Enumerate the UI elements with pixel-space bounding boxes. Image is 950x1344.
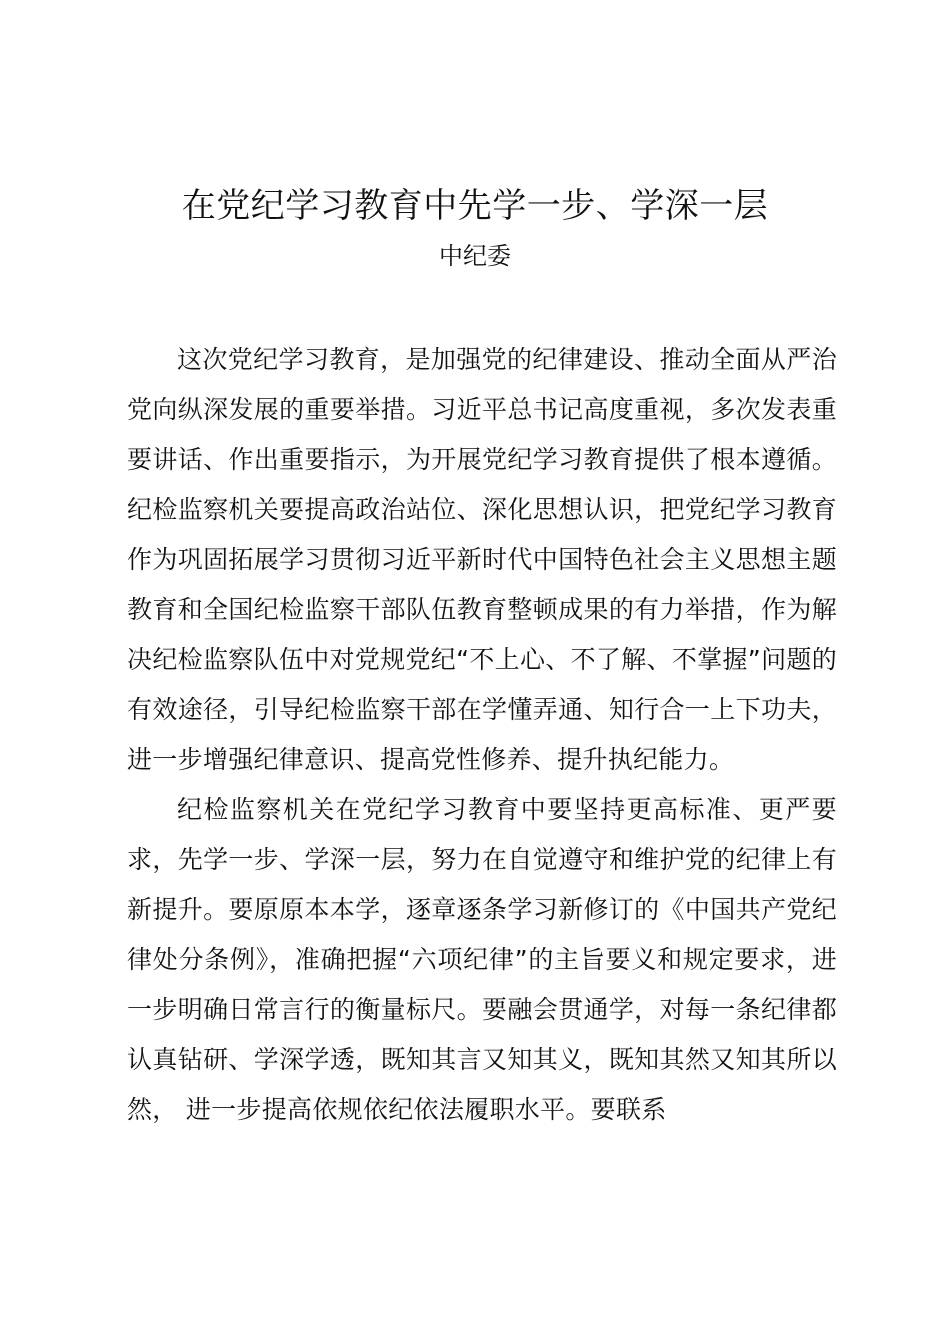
document-author: 中纪委 [439,242,511,270]
paragraph: 这次党纪学习教育，是加强党的纪律建设、推动全面从严治党向纵深发展的重要举措。习近平总书记高度重视，多次发表重要讲话、作出重要指示，为开展党纪学习教育提供了根本遵循。纪检监察机关要提高政治站位、深化思想认识，把党纪学习教育作为巩固拓展学习贯彻习近平新时代中国特色社会主义思想主题教育和全国纪检监察干部队伍教育整顿成果的有力举措，作为解决纪检监察队伍中对党规党纪“不上心、不了解、不掌握”问题的有效途径，引导纪检监察干部在学懂弄通、知行合一上下功夫，进一步增强纪律意识、提高党性修养、提升执纪能力。 [127,345,837,774]
document-title: 在党纪学习教育中先学一步、学深一层 [181,186,769,226]
paragraph: 纪检监察机关在党纪学习教育中要坚持更高标准、更严要求，先学一步、学深一层，努力在自觉遵守和维护党的纪律上有新提升。要原原本本学，逐章逐条学习新修订的《中国共产党纪律处分条例》，准确把握“六项纪律”的主旨要义和规定要求，进一步明确日常言行的衡量标尺。要融会贯通学，对每一条纪律都认真钻研、学深学透，既知其言又知其义，既知其然又知其所以然， 进一步提高依规依纪依法履职水平。要联系 [127,795,837,1124]
document-body [127,335,837,1135]
